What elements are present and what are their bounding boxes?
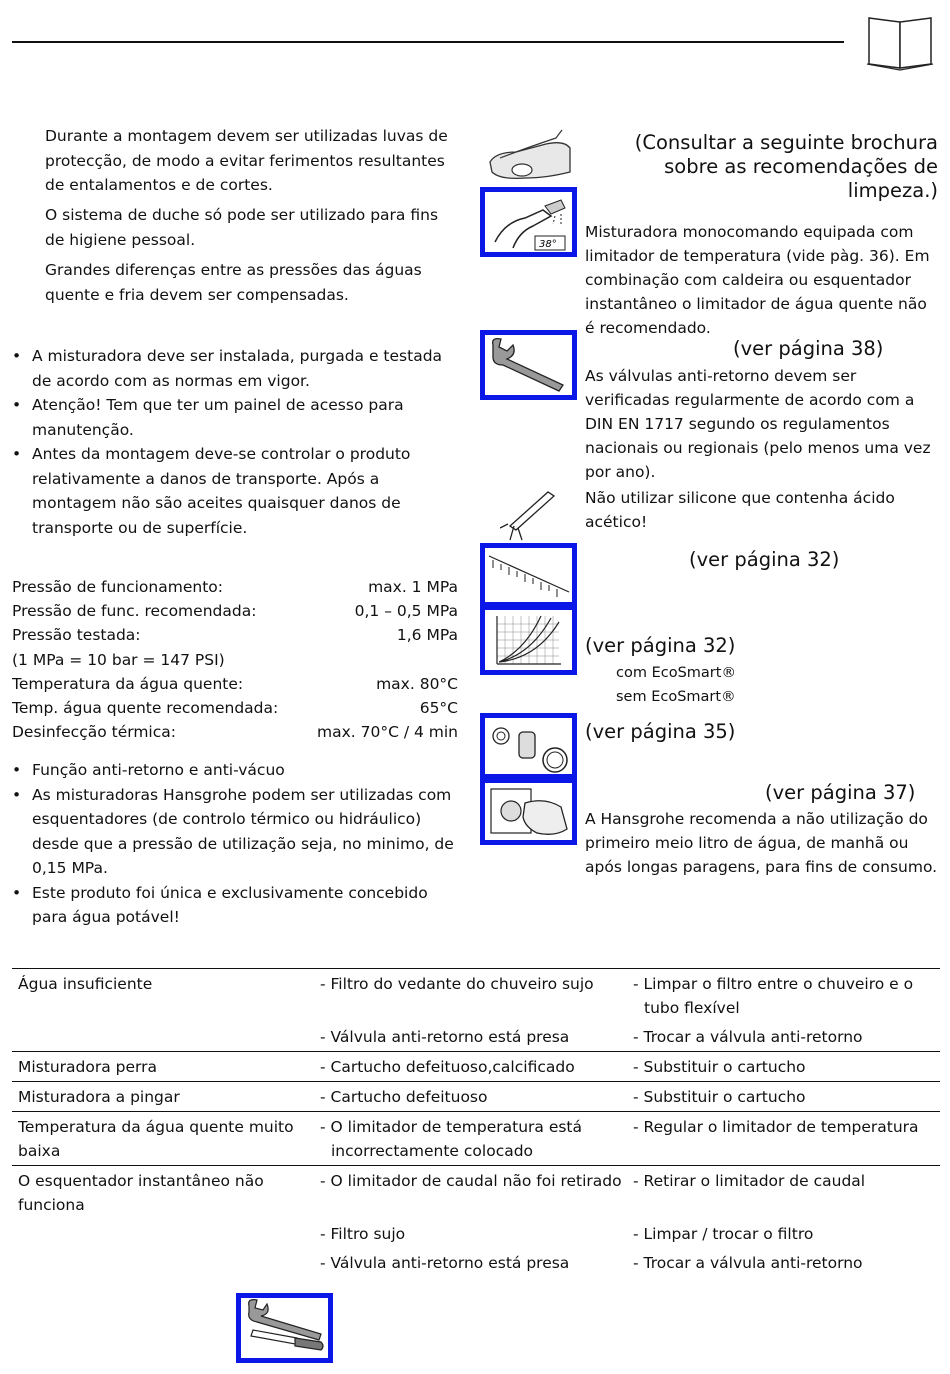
graph-icon-box bbox=[480, 605, 577, 675]
table-cell-remedy: - Trocar a válvula anti-retorno bbox=[633, 1254, 863, 1272]
hand-valve-icon bbox=[485, 783, 572, 840]
table-cell-cause: - O limitador de temperatura está incorrectamente colocado bbox=[320, 1112, 633, 1166]
spec-label: Pressão testada: bbox=[12, 626, 141, 645]
table-cell-problem bbox=[12, 1219, 320, 1248]
see-page-32-graph: (ver página 32) bbox=[585, 634, 736, 657]
thermo-display-label: 38° bbox=[539, 239, 557, 250]
ecosmart-with: com EcoSmart® bbox=[616, 665, 736, 681]
scale-icon-box bbox=[480, 543, 577, 607]
table-cell-cause: - Filtro sujo bbox=[320, 1225, 406, 1243]
limiter-note: Misturadora monocomando equipada com limitador de temperatura (vide pàg. 36). Em combinação com caldeira ou esquentador instantâneo o limitador de água quente não é recomendado. bbox=[585, 223, 930, 337]
valve-hand-icon-box bbox=[480, 778, 577, 845]
table-cell-problem: Misturadora perra bbox=[12, 1052, 320, 1082]
cleaning-note: (Consultar a seguinte brochura sobre as recomendações de limpeza.) bbox=[634, 131, 938, 202]
table-cell-problem: Misturadora a pingar bbox=[12, 1082, 320, 1112]
table-row bbox=[12, 1112, 940, 1166]
silicone-note: Não utilizar silicone que contenha ácido acético! bbox=[585, 489, 895, 531]
cartridge-parts-icon bbox=[485, 718, 572, 774]
ruler-icon bbox=[485, 548, 572, 602]
table-cell-remedy: - Trocar a válvula anti-retorno bbox=[633, 1028, 863, 1046]
specs-table bbox=[12, 575, 458, 744]
spec-value: max. 80°C bbox=[376, 674, 458, 693]
intro-pressure: Grandes diferenças entre as pressões das águas quente e fria devem ser compensadas. bbox=[45, 261, 422, 304]
list-item: • As misturadoras Hansgrohe podem ser utilizadas com esquentadores (de controlo térmico ou hidráulico) desde que a pressão de utilização seja, no minimo, de 0,15 MPa. bbox=[12, 783, 462, 881]
intro-gloves: Durante a montagem devem ser utilizadas luvas de protecção, de modo a evitar ferimentos resultantes de entalamentos e de cortes. bbox=[45, 127, 448, 194]
spec-label: Desinfecção térmica: bbox=[12, 723, 176, 742]
intro-hygiene: O sistema de duche só pode ser utilizado para fins de higiene pessoal. bbox=[45, 206, 439, 249]
table-cell-remedy: - Substituir o cartucho bbox=[633, 1052, 940, 1082]
table-cell-remedy: - Limpar o filtro entre o chuveiro e o tubo flexível bbox=[633, 969, 940, 1023]
table-cell-cause: - Cartucho defeituoso,calcificado bbox=[320, 1052, 633, 1082]
silicone-gun-icon bbox=[500, 486, 560, 542]
table-row bbox=[12, 969, 940, 1023]
list-item: • A misturadora deve ser instalada, purgada e testada de acordo com as normas em vigor. bbox=[12, 344, 462, 393]
flow-graph-icon bbox=[485, 610, 572, 670]
table-cell-cause: - O limitador de caudal não foi retirado bbox=[320, 1166, 633, 1220]
spec-label: (1 MPa = 10 bar = 147 PSI) bbox=[12, 650, 225, 669]
tools-icon-box bbox=[236, 1293, 333, 1363]
table-row bbox=[12, 1082, 940, 1112]
list-item: • Este produto foi única e exclusivamente concebido para água potável! bbox=[12, 881, 462, 930]
shower-temperature-icon bbox=[485, 192, 572, 252]
spec-value: 0,1 – 0,5 MPa bbox=[354, 602, 458, 621]
shower-limiter-icon-box bbox=[480, 187, 577, 257]
list-item: • Função anti-retorno e anti-vácuo bbox=[12, 758, 462, 783]
table-cell-problem: O esquentador instantâneo não funciona bbox=[12, 1166, 320, 1220]
see-page-38: (ver página 38) bbox=[733, 337, 884, 360]
spec-value: 65°C bbox=[419, 699, 458, 718]
table-row bbox=[12, 1022, 940, 1052]
spec-label: Temp. água quente recomendada: bbox=[12, 699, 279, 718]
wrench-icon-box bbox=[480, 330, 577, 400]
spec-value: max. 1 MPa bbox=[368, 578, 458, 596]
wrench-screwdriver-icon bbox=[241, 1298, 328, 1358]
feature-bullets bbox=[12, 758, 462, 930]
table-row bbox=[12, 1219, 940, 1248]
install-bullets bbox=[12, 344, 462, 540]
table-row bbox=[12, 1052, 940, 1082]
hand-cleaning-icon bbox=[486, 122, 574, 186]
table-cell-remedy: - Limpar / trocar o filtro bbox=[633, 1225, 814, 1243]
spec-label: Pressão de funcionamento: bbox=[12, 578, 223, 596]
ecosmart-without: sem EcoSmart® bbox=[616, 689, 736, 705]
table-cell-problem bbox=[12, 1248, 320, 1277]
valves-note: As válvulas anti-retorno devem ser verificadas regularmente de acordo com a DIN EN 1717 segundo os regulamentos nacionais ou regionais (pelo menos uma vez por ano). bbox=[585, 367, 931, 481]
spec-value: 1,6 MPa bbox=[396, 626, 458, 645]
table-cell-cause: - Filtro do vedante do chuveiro sujo bbox=[320, 969, 633, 1023]
see-page-37: (ver página 37) bbox=[765, 781, 916, 804]
cartridge-icon-box bbox=[480, 713, 577, 779]
spec-label: Temperatura da água quente: bbox=[12, 674, 244, 693]
table-cell-remedy: - Substituir o cartucho bbox=[633, 1082, 940, 1112]
table-row bbox=[12, 1166, 940, 1220]
spec-value: max. 70°C / 4 min bbox=[316, 723, 458, 742]
table-cell-cause: - Válvula anti-retorno está presa bbox=[320, 1028, 570, 1046]
recommend-note: A Hansgrohe recomenda a não utilização do primeiro meio litro de água, de manhã ou após longas paragens, para fins de consumo. bbox=[585, 810, 938, 876]
troubleshooting-table bbox=[12, 968, 940, 1277]
see-page-35-text: (ver página 35) bbox=[585, 720, 736, 743]
table-cell-remedy: - Regular o limitador de temperatura bbox=[633, 1112, 940, 1166]
table-cell-cause: - Cartucho defeituoso bbox=[320, 1082, 633, 1112]
table-row bbox=[12, 1248, 940, 1277]
see-page-35 bbox=[585, 720, 940, 744]
see-page-32-scale: (ver página 32) bbox=[689, 548, 840, 571]
table-cell-cause: - Válvula anti-retorno está presa bbox=[320, 1254, 570, 1272]
table-cell-remedy: - Retirar o limitador de caudal bbox=[633, 1166, 940, 1220]
table-cell-problem bbox=[12, 1022, 320, 1052]
list-item: • Antes da montagem deve-se controlar o produto relativamente a danos de transporte. Após a montagem não são aceites quaisquer danos de transporte ou de superfície. bbox=[12, 442, 462, 540]
list-item: • Atenção! Tem que ter um painel de acesso para manutenção. bbox=[12, 393, 462, 442]
table-cell-problem: Água insuficiente bbox=[12, 969, 320, 1023]
table-cell-problem: Temperatura da água quente muito baixa bbox=[12, 1112, 320, 1166]
wrench-icon bbox=[485, 335, 572, 395]
header-rule bbox=[12, 41, 844, 43]
book-icon bbox=[866, 14, 934, 72]
spec-label: Pressão de func. recomendada: bbox=[12, 602, 257, 621]
